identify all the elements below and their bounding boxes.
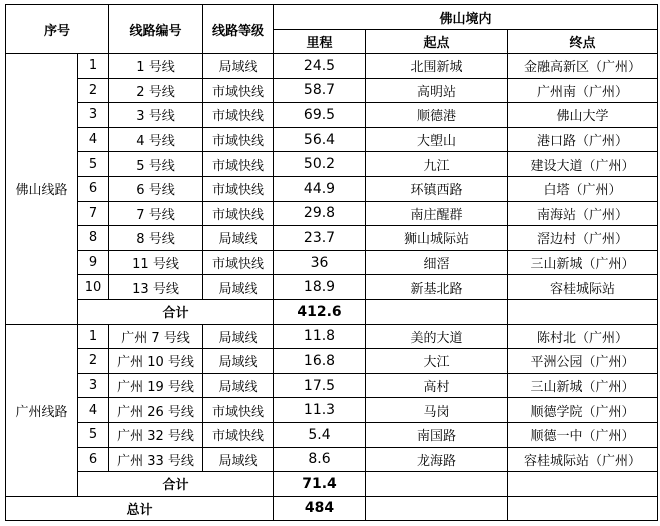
cell-start: 大江 <box>366 349 508 374</box>
cell-start: 龙海路 <box>366 447 508 472</box>
cell-end: 三山新城（广州） <box>508 250 658 275</box>
cell-start: 南庄醒群 <box>366 201 508 226</box>
cell-mileage: 50.2 <box>274 152 366 177</box>
cell-seq: 1 <box>78 324 109 349</box>
cell-mileage: 11.3 <box>274 398 366 423</box>
table-row <box>6 275 658 300</box>
cell-end: 白塔（广州） <box>508 176 658 201</box>
cell-start: 环镇西路 <box>366 176 508 201</box>
cell-seq: 1 <box>78 54 109 79</box>
cell-mileage: 69.5 <box>274 103 366 128</box>
cell-end: 容桂城际站 <box>508 275 658 300</box>
cell-line-no: 广州 10 号线 <box>109 349 203 374</box>
cell-line-no: 广州 32 号线 <box>109 422 203 447</box>
cell-mileage: 36 <box>274 250 366 275</box>
cell-start: 九江 <box>366 152 508 177</box>
cell-line-grade: 市域快线 <box>203 78 274 103</box>
cell-line-grade: 局域线 <box>203 226 274 251</box>
cell-line-grade: 市域快线 <box>203 103 274 128</box>
subtotal-mileage: 71.4 <box>274 472 366 497</box>
cell-line-grade: 市域快线 <box>203 152 274 177</box>
cell-end: 三山新城（广州） <box>508 373 658 398</box>
table-row <box>6 152 658 177</box>
cell-end: 金融高新区（广州） <box>508 54 658 79</box>
empty-cell <box>366 299 508 324</box>
cell-end: 广州南（广州） <box>508 78 658 103</box>
cell-end: 平洲公园（广州） <box>508 349 658 374</box>
cell-seq: 5 <box>78 422 109 447</box>
table-row <box>6 54 658 79</box>
table-row <box>6 250 658 275</box>
table-row <box>6 127 658 152</box>
cell-line-no: 7 号线 <box>109 201 203 226</box>
cell-seq: 6 <box>78 176 109 201</box>
cell-mileage: 16.8 <box>274 349 366 374</box>
subtotal-label: 合计 <box>78 299 274 324</box>
cell-seq: 3 <box>78 373 109 398</box>
empty-cell <box>508 299 658 324</box>
header-end: 终点 <box>508 30 658 54</box>
cell-end: 南海站（广州） <box>508 201 658 226</box>
cell-line-grade: 局域线 <box>203 349 274 374</box>
cell-mileage: 18.9 <box>274 275 366 300</box>
table-row <box>6 176 658 201</box>
cell-line-no: 8 号线 <box>109 226 203 251</box>
cell-mileage: 24.5 <box>274 54 366 79</box>
cell-mileage: 11.8 <box>274 324 366 349</box>
cell-start: 新基北路 <box>366 275 508 300</box>
cell-seq: 7 <box>78 201 109 226</box>
cell-seq: 10 <box>78 275 109 300</box>
cell-line-no: 11 号线 <box>109 250 203 275</box>
cell-end: 佛山大学 <box>508 103 658 128</box>
total-label: 总计 <box>6 496 274 521</box>
cell-line-grade: 市域快线 <box>203 201 274 226</box>
cell-line-grade: 局域线 <box>203 324 274 349</box>
cell-seq: 2 <box>78 78 109 103</box>
table-row <box>6 447 658 472</box>
table-row <box>6 398 658 423</box>
cell-start: 北围新城 <box>366 54 508 79</box>
cell-seq: 8 <box>78 226 109 251</box>
cell-start: 南国路 <box>366 422 508 447</box>
cell-line-no: 6 号线 <box>109 176 203 201</box>
empty-cell <box>508 472 658 497</box>
table-row <box>6 324 658 349</box>
table-row <box>6 78 658 103</box>
cell-line-no: 3 号线 <box>109 103 203 128</box>
cell-line-no: 13 号线 <box>109 275 203 300</box>
cell-start: 大塱山 <box>366 127 508 152</box>
header-seq: 序号 <box>6 5 109 54</box>
cell-line-no: 1 号线 <box>109 54 203 79</box>
header-line-grade: 线路等级 <box>203 5 274 54</box>
cell-mileage: 8.6 <box>274 447 366 472</box>
cell-mileage: 17.5 <box>274 373 366 398</box>
header-line-no: 线路编号 <box>109 5 203 54</box>
cell-line-grade: 局域线 <box>203 447 274 472</box>
cell-end: 顺德一中（广州） <box>508 422 658 447</box>
cell-start: 狮山城际站 <box>366 226 508 251</box>
total-row <box>6 496 658 521</box>
cell-seq: 3 <box>78 103 109 128</box>
cell-mileage: 44.9 <box>274 176 366 201</box>
group-label-guangzhou: 广州线路 <box>6 324 78 496</box>
cell-seq: 4 <box>78 127 109 152</box>
cell-line-grade: 局域线 <box>203 373 274 398</box>
cell-line-grade: 局域线 <box>203 275 274 300</box>
header-mileage: 里程 <box>274 30 366 54</box>
empty-cell <box>508 496 658 521</box>
cell-seq: 4 <box>78 398 109 423</box>
cell-start: 马岗 <box>366 398 508 423</box>
subtotal-label: 合计 <box>78 472 274 497</box>
cell-line-grade: 市域快线 <box>203 127 274 152</box>
cell-line-no: 5 号线 <box>109 152 203 177</box>
cell-end: 建设大道（广州） <box>508 152 658 177</box>
cell-end: 顺德学院（广州） <box>508 398 658 423</box>
table-row <box>6 201 658 226</box>
header-foshan-scope: 佛山境内 <box>274 5 658 30</box>
cell-seq: 6 <box>78 447 109 472</box>
table-row <box>6 103 658 128</box>
cell-mileage: 58.7 <box>274 78 366 103</box>
table-row <box>6 422 658 447</box>
group-label-foshan: 佛山线路 <box>6 54 78 325</box>
cell-start: 顺德港 <box>366 103 508 128</box>
cell-end: 陈村北（广州） <box>508 324 658 349</box>
cell-line-no: 4 号线 <box>109 127 203 152</box>
table-row <box>6 349 658 374</box>
cell-end: 港口路（广州） <box>508 127 658 152</box>
cell-start: 美的大道 <box>366 324 508 349</box>
cell-mileage: 29.8 <box>274 201 366 226</box>
cell-line-no: 广州 19 号线 <box>109 373 203 398</box>
cell-line-no: 2 号线 <box>109 78 203 103</box>
total-mileage: 484 <box>274 496 366 521</box>
metro-line-table <box>5 4 658 521</box>
table-body <box>6 54 658 521</box>
cell-mileage: 23.7 <box>274 226 366 251</box>
table-row <box>6 226 658 251</box>
cell-end: 滘边村（广州） <box>508 226 658 251</box>
cell-line-grade: 市域快线 <box>203 250 274 275</box>
cell-start: 高明站 <box>366 78 508 103</box>
cell-line-no: 广州 26 号线 <box>109 398 203 423</box>
empty-cell <box>366 472 508 497</box>
cell-start: 细滘 <box>366 250 508 275</box>
cell-start: 高村 <box>366 373 508 398</box>
cell-line-no: 广州 33 号线 <box>109 447 203 472</box>
cell-line-grade: 市域快线 <box>203 422 274 447</box>
cell-line-grade: 局域线 <box>203 54 274 79</box>
cell-seq: 9 <box>78 250 109 275</box>
table-row <box>6 373 658 398</box>
cell-mileage: 5.4 <box>274 422 366 447</box>
cell-seq: 2 <box>78 349 109 374</box>
header-start: 起点 <box>366 30 508 54</box>
header-row-1 <box>6 5 658 30</box>
empty-cell <box>366 496 508 521</box>
subtotal-row-foshan <box>6 299 658 324</box>
cell-line-grade: 市域快线 <box>203 398 274 423</box>
cell-seq: 5 <box>78 152 109 177</box>
cell-line-grade: 市域快线 <box>203 176 274 201</box>
subtotal-row-guangzhou <box>6 472 658 497</box>
cell-mileage: 56.4 <box>274 127 366 152</box>
subtotal-mileage: 412.6 <box>274 299 366 324</box>
cell-end: 容桂城际站（广州） <box>508 447 658 472</box>
cell-line-no: 广州 7 号线 <box>109 324 203 349</box>
